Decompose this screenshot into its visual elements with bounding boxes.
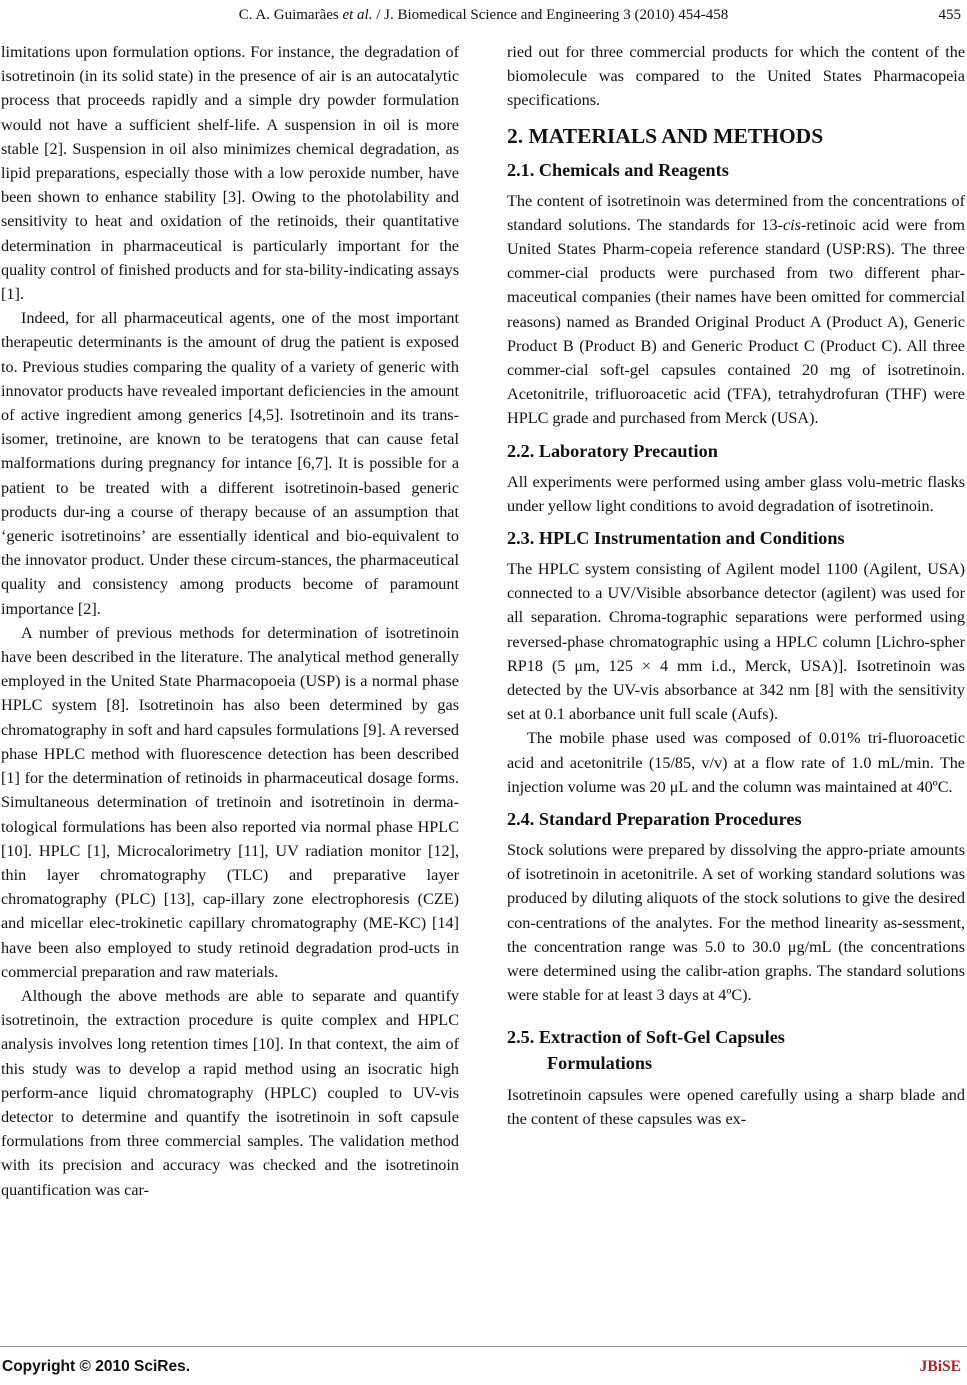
running-head-etal: et al. [342, 7, 373, 23]
running-head-authors: C. A. Guimarães [238, 7, 343, 23]
paragraph: The mobile phase used was composed of 0.01% tri-fluoroacetic acid and acetonitrile (15/85, v/v) at a flow rate of 1.0 mL/min. The injection volume was 20 μL and the column was maintained at 40ºC. [507, 729, 965, 796]
copyright-notice: Copyright © 2010 SciRes. [2, 1358, 191, 1375]
section-heading: 2. MATERIALS AND METHODS [507, 123, 824, 148]
page-number: 455 [938, 7, 961, 23]
journal-abbreviation: JBiSE [919, 1358, 961, 1375]
subsection-heading: 2.3. HPLC Instrumentation and Conditions [507, 528, 845, 549]
subsection-heading: 2.5. Extraction of Soft-Gel Capsules Formulations [507, 1026, 785, 1073]
paragraph: Although the above methods are able to separate and quantify isotretinoin, the extraction procedure is quite complex and HPLC analysis involves long retention times [10]. In that context, the aim of this study was to develop a rapid method using an isocratic high perform-ance liquid chromatography (HPLC) coupled to UV-vis detector to determine and quantify the isotretinoin in soft capsule formulations from three commercial samples. The validation method with its precision and accuracy was checked and the isotretinoin quantification was car- [1, 986, 459, 1199]
left-column [1, 40, 459, 1202]
paragraph: All experiments were performed using amber glass volu-metric flasks under yellow light conditions to avoid degradation of isotretinoin. [507, 472, 965, 515]
footer-divider [0, 1346, 967, 1347]
paragraph: Indeed, for all pharmaceutical agents, one of the most important therapeutic determinants is the amount of drug the patient is exposed to. Previous studies comparing the quality of a variety of generic with innovator products have revealed important deficiencies in the amount of active ingredient among generics [4,5]. Isotretinoin and its trans-isomer, tretinoine, are known to be teratogens that can cause fetal malformations during pregnancy for intance [6,7]. It is possible for a patient to be treated with a different isotretinoin-based generic products dur-ing a course of therapy because of an assumption that ‘generic isotretinoins’ are essentially identical and bio-equivalent to the innovator product. Under these circum-stances, the pharmaceutical quality and consistency among products become of paramount importance [2]. [1, 309, 459, 618]
paragraph: limitations upon formulation options. For instance, the degradation of isotretinoin (in its solid state) in the presence of air is an autocatalytic process that proceeds rapidly and a simple dry powder formulation would not have a sufficient shelf-life. A suspension in oil is more stable [2]. Suspension in oil also minimizes chemical degradation, as lipid preparations, especially those with a low peroxide number, have been shown to enhance stability [3]. Owing to the photolability and sensitivity to heat and oxidation of the retinoids, their quantitative determination in pharmaceutical is particularly important for the quality control of finished products and for sta-bility-indicating assays [1]. [1, 43, 459, 304]
paragraph: The content of isotretinoin was determined from the concentrations of standard solutions. The standards for 13-cis-retinoic acid were from United States Pharm-copeia reference standard (USP:RS). The three commer-cial products were purchased from two different phar-maceutical companies (their names have been omitted for commercial reasons) named as Branded Original Product A (Product A), Generic Product B (Product B) and Generic Product C (Product C). All three commer-cial soft-gel capsules contained 20 mg of isotretinoin. Acetonitrile, trifluoroacetic acid (TFA), tetrahydrofuran (THF) were HPLC grade and purchased from Merck (USA). [507, 191, 965, 428]
right-column [507, 40, 965, 1131]
subsection-heading: 2.1. Chemicals and Reagents [507, 159, 729, 180]
paragraph: Isotretinoin capsules were opened carefully using a sharp blade and the content of these capsules was ex- [507, 1085, 965, 1128]
paragraph: A number of previous methods for determination of isotretinoin have been described in the literature. The analytical method generally employed in the United State Pharmacopoeia (USP) is a normal phase HPLC system [8]. Isotretinoin has also been determined by gas chromatography in soft and hard capsules formulations [9]. A reversed phase HPLC method with fluorescence detection has been described [1] for the determination of retinoids in pharmaceutical dosage forms. Simultaneous determination of tretinoin and isotretinoin in derma-tological formulations has been also reported via normal phase HPLC [10]. HPLC [1], Microcalorimetry [11], UV radiation monitor [12], thin layer chromatography (TLC) and preparative layer chromatography (PLC) [13], cap-illary zone electrophoresis (CZE) and micellar elec-trokinetic capillary chromatography (ME-KC) [14] have been also employed to study retinoid degradation prod-ucts in commercial preparation and raw materials. [1, 623, 459, 981]
running-head-journal: / J. Biomedical Science and Engineering 3 (2010) 454-458 [372, 7, 729, 23]
subsection-heading: 2.2. Laboratory Precaution [507, 440, 718, 461]
paragraph: ried out for three commercial products for which the content of the biomolecule was compared to the United States Pharmacopeia specifications. [507, 43, 965, 110]
subsection-heading: 2.4. Standard Preparation Procedures [507, 809, 802, 830]
paragraph: The HPLC system consisting of Agilent model 1100 (Agilent, USA) connected to a UV/Visible absorbance detector (agilent) was used for all separation. Chroma-tographic separations were performed using reversed-phase chromatographic using a HPLC column [Lichro-spher RP18 (5 μm, 125 × 4 mm i.d., Merck, USA)]. Isotretinoin was detected by the UV-vis absorbance at 342 nm [8] with the sensitivity set at 0.1 aborbance unit full scale (Aufs). [507, 560, 965, 724]
paragraph: Stock solutions were prepared by dissolving the appro-priate amounts of isotretinoin in acetonitrile. A set of working standard solutions was produced by diluting aliquots of the stock solutions to give the desired con-centrations of the analytes. For the method linearity as-sessment, the concentration range was 5.0 to 30.0 μg/mL (the concentrations were determined using the calibr-ation graphs. The standard solutions were stable for at least 3 days at 4ºC). [507, 841, 965, 1005]
running-head [0, 6, 967, 24]
